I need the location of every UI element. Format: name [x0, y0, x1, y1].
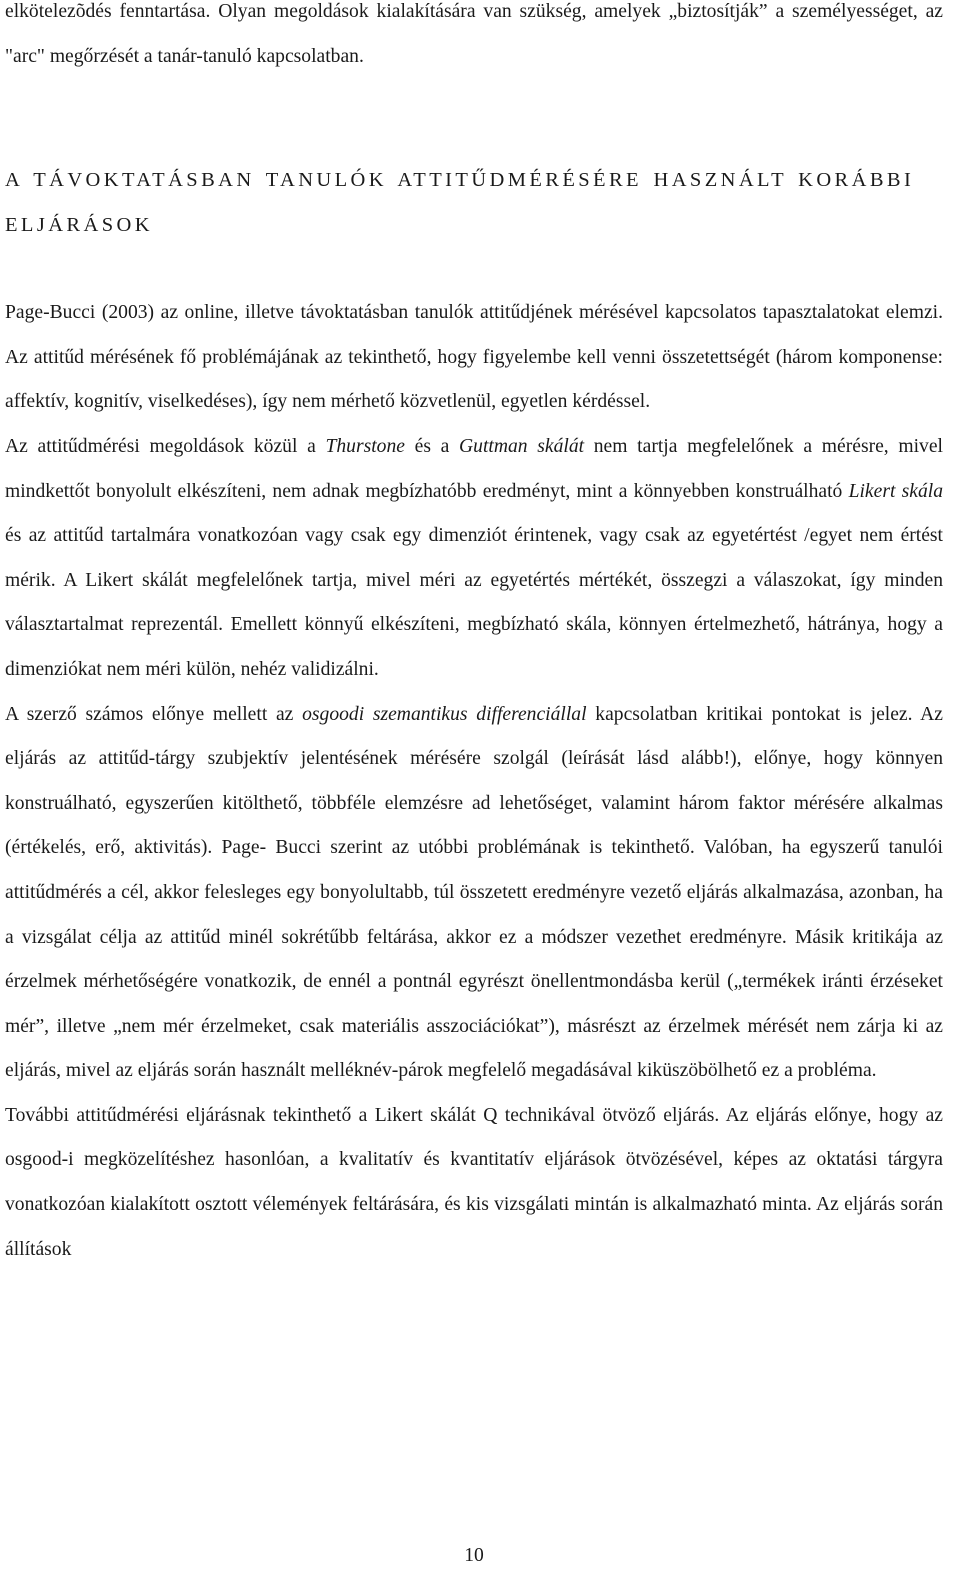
paragraph-text: nem tartja megfelelőnek a mérésre, mivel mindkettőt bonyolult elkészíteni, nem adnak megbízhatóbb eredményt, mint a könnyebben konstruálható — [5, 435, 943, 502]
section-heading: A TÁVOKTATÁSBAN TANULÓK ATTITŰDMÉRÉSÉRE HASZNÁLT KORÁBBI ELJÁRÁSOK — [5, 169, 915, 236]
italic-term: Thurstone — [325, 435, 405, 457]
paragraph-page-bucci: Page-Bucci (2003) az online, illetve távoktatásban tanulók attitűdjének mérésével kapcsolatos tapasztalatokat elemzi. Az attitűd mérésének fő problémájának az tekinthető, hogy figyelembe kell venni összetettségét (három komponense: affektív, kognitív, viselkedéses), így nem mérhető közvetlenül, egyetlen kérdéssel. — [5, 302, 943, 413]
italic-term: osgoodi szemantikus differenciállal — [302, 703, 587, 725]
opening-paragraph: elkötelezõdés fenntartása. Olyan megoldások kialakítására van szükség, amelyek „biztosítják” a személyességet, az "arc" megőrzését a tanár-tanuló kapcsolatban. — [5, 1, 943, 67]
paragraph-text: és a — [404, 435, 460, 457]
italic-term: Likert skála — [848, 480, 944, 502]
page-number: 10 — [464, 1545, 484, 1566]
paragraph-attitude-methods — [5, 425, 943, 693]
paragraph-text: Az attitűdmérési megoldások közül a — [5, 435, 326, 457]
paragraph-semantic-differential — [5, 693, 943, 1094]
italic-term: Guttman skálát — [459, 435, 585, 457]
paragraph-text: és az attitűd tartalmára vonatkozóan vagy csak egy dimenziót érintenek, vagy csak az egyetértést /egyet nem értést mérik. A Likert skálát megfelelőnek tartja, mivel méri az egyetértés mértékét, összegzi a válaszokat, így minden választartalmat reprezentál. Emellett könnyű elkészíteni, megbízható skála, könnyen értelmezhető, hátránya, hogy a dimenziókat nem méri külön, nehéz validizálni. — [5, 525, 943, 680]
paragraph-likert-q-technique: További attitűdmérési eljárásnak tekinthető a Likert skálát Q technikával ötvöző eljárás. Az eljárás előnye, hogy az osgood-i megközelítéshez hasonlóan, a kvalitatív és kvantitatív eljárások ötvözésével, képes az oktatási tárgyra vonatkozóan kialakított osztott vélemények feltárására, és kis vizsgálati mintán is alkalmazható minta. Az eljárás során állítások — [5, 1104, 943, 1260]
document-page — [5, 0, 943, 1272]
paragraph-text: A szerző számos előnye mellett az — [5, 703, 303, 725]
paragraph-text: kapcsolatban kritikai pontokat is jelez. Az eljárás az attitűd-tárgy szubjektív jelentésének mérésére szolgál (leírását lásd alább!), előnye, hogy könnyen konstruálható, egyszerűen kitölthető, többféle elemzésre ad lehetőséget, valamint három faktor mérésére alkalmas (értékelés, erő, aktivitás). Page- Bucci szerint az utóbbi problémának is tekinthető. Valóban, ha egyszerű tanulói attitűdmérés a cél, akkor felesleges egy bonyolultabb, túl összetett eredményre vezető eljárás alkalmazása, azonban, ha a vizsgálat célja az attitűd minél sokrétűbb feltárása, akkor ez a módszer vezethet eredményre. Másik kritikája az érzelmek mérhetőségére vonatkozik, de ennél a pontnál egyrészt önellentmondásba kerül („termékek iránti érzéseket mér”, illetve „nem mér érzelmeket, csak materiális asszociációkat”), másrészt az érzelmek mérését nem zárja ki az eljárás, mivel az eljárás során használt melléknév-párok megfelelő megadásával kiküszöbölhető ez a probléma. — [5, 703, 943, 1082]
